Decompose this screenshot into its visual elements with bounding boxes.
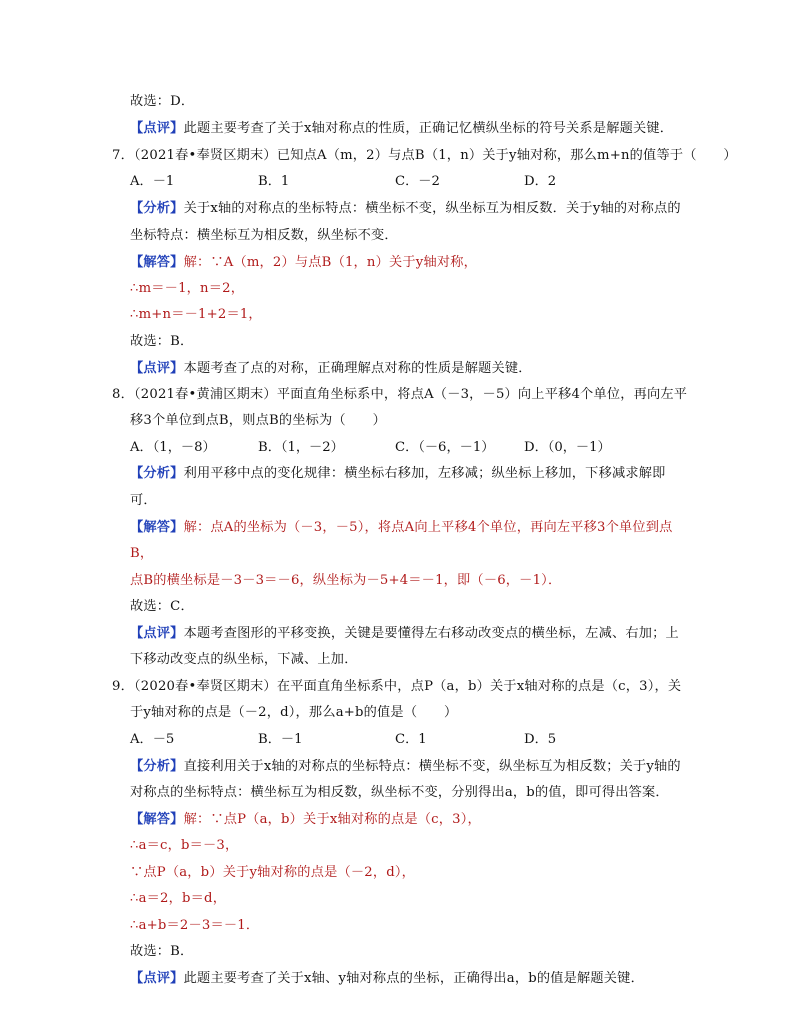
comment-text: 此题主要考查了关于x轴对称点的性质，正确记忆横纵坐标的符号关系是解题关键． (183, 121, 674, 136)
q9-solution-line-5: ∴a+b＝2－3＝－1． (130, 918, 260, 933)
solution-text: 解：点A的坐标为（－3，－5），将点A向上平移4个单位，再向左平移3个单位到点 (183, 520, 673, 535)
solution-text: 解：∵A（m，2）与点B（1，n）关于y轴对称， (183, 255, 477, 270)
q8-solution-line-1 (130, 519, 673, 537)
analysis-tag: 【分析】 (130, 201, 184, 216)
q7-comment (130, 360, 532, 378)
q9-comment (130, 970, 644, 988)
answer-line: 故选：D． (130, 94, 195, 109)
q9-analysis-line-2: 对称点的坐标特点：横坐标互为相反数，纵坐标不变，分别得出a，b的值，即可得出答案． (130, 785, 669, 800)
analysis-tag: 【分析】 (130, 759, 184, 774)
q8-analysis-line-1 (130, 465, 666, 483)
analysis-text: 直接利用关于x轴的对称点的坐标特点：横坐标不变，纵坐标互为相反数；关于y轴的 (183, 759, 681, 774)
comment-tag: 【点评】 (130, 361, 184, 376)
q9-option-a: A．－5 (130, 732, 175, 747)
q9-solution-line-3: ∵点P（a，b）关于y轴对称的点是（－2，d）， (130, 865, 416, 880)
q8-option-a: A．（1，－8） (130, 440, 216, 455)
q7-option-a: A．－1 (130, 174, 175, 189)
comment-text: 本题考查了点的对称，正确理解点对称的性质是解题关键． (183, 361, 532, 376)
q9-solution-line-4: ∴a＝2，b＝d， (130, 891, 227, 906)
q7-answer: 故选：B． (130, 334, 194, 349)
q7-option-b: B．1 (258, 174, 290, 189)
comment-tag: 【点评】 (130, 971, 184, 986)
q7-option-c: C．－2 (395, 174, 440, 189)
comment-line (130, 120, 673, 138)
q7-analysis-line-2: 坐标特点：横坐标互为相反数，纵坐标不变． (130, 228, 398, 243)
q8-option-c: C．（－6，－1） (395, 440, 495, 455)
q8-analysis-line-2: 可． (130, 493, 157, 508)
solution-tag: 【解答】 (130, 812, 184, 827)
q8-option-b: B．（1，－2） (258, 440, 344, 455)
analysis-text: 利用平移中点的变化规律：横坐标右移加，左移减；纵坐标上移加，下移减求解即 (183, 466, 666, 481)
q7-solution-line-1 (130, 254, 477, 272)
comment-text: 此题主要考查了关于x轴、y轴对称点的坐标，正确得出a，b的值是解题关键． (183, 971, 644, 986)
q8-solution-line-3: 点B的横坐标是－3－3＝－6，纵坐标为－5+4＝－1，即（－6，－1）． (130, 573, 562, 588)
question-8-line-1: 8．（2021春•黄浦区期末）平面直角坐标系中，将点A（－3，－5）向上平移4个单位，再向左平 (112, 387, 688, 402)
question-7: 7．（2021春•奉贤区期末）已知点A（m，2）与点B（1，n）关于y轴对称，那么m+n的值等于（ ） (112, 148, 737, 163)
question-9-line-1: 9．（2020春•奉贤区期末）在平面直角坐标系中，点P（a，b）关于x轴对称的点是（c，3），关 (112, 679, 682, 694)
comment-tag: 【点评】 (130, 626, 184, 641)
q9-answer: 故选：B． (130, 944, 194, 959)
solution-text: 解：∵点P（a，b）关于x轴对称的点是（c，3）， (183, 812, 481, 827)
q8-solution-line-2: B， (130, 546, 154, 561)
analysis-tag: 【分析】 (130, 466, 184, 481)
q9-option-d: D．5 (524, 732, 557, 747)
q9-analysis-line-1 (130, 758, 681, 776)
q9-solution-line-1 (130, 811, 481, 829)
q8-comment-line-1 (130, 625, 679, 643)
q9-solution-line-2: ∴a＝c，b＝－3， (130, 838, 239, 853)
q7-solution-line-3: ∴m+n＝－1+2＝1， (130, 307, 262, 322)
q8-answer: 故选：C． (130, 599, 194, 614)
solution-tag: 【解答】 (130, 255, 184, 270)
q7-analysis-line-1 (130, 200, 681, 218)
question-8-line-2: 移3个单位到点B，则点B的坐标为（ ） (130, 413, 386, 428)
q8-option-d: D．（0，－1） (524, 440, 611, 455)
q9-option-c: C．1 (395, 732, 427, 747)
analysis-text: 关于x轴的对称点的坐标特点：横坐标不变，纵坐标互为相反数．关于y轴的对称点的 (183, 201, 681, 216)
q9-option-b: B．－1 (258, 732, 303, 747)
solution-tag: 【解答】 (130, 520, 184, 535)
comment-text: 本题考查图形的平移变换，关键是要懂得左右移动改变点的横坐标，左减、右加；上 (183, 626, 679, 641)
comment-tag: 【点评】 (130, 121, 184, 136)
q7-option-d: D．2 (524, 174, 557, 189)
q7-solution-line-2: ∴m＝－1，n＝2， (130, 281, 245, 296)
question-9-line-2: 于y轴对称的点是（－2，d），那么a+b的值是（ ） (130, 705, 458, 720)
q8-comment-line-2: 下移动改变点的纵坐标，下减、上加． (130, 652, 358, 667)
